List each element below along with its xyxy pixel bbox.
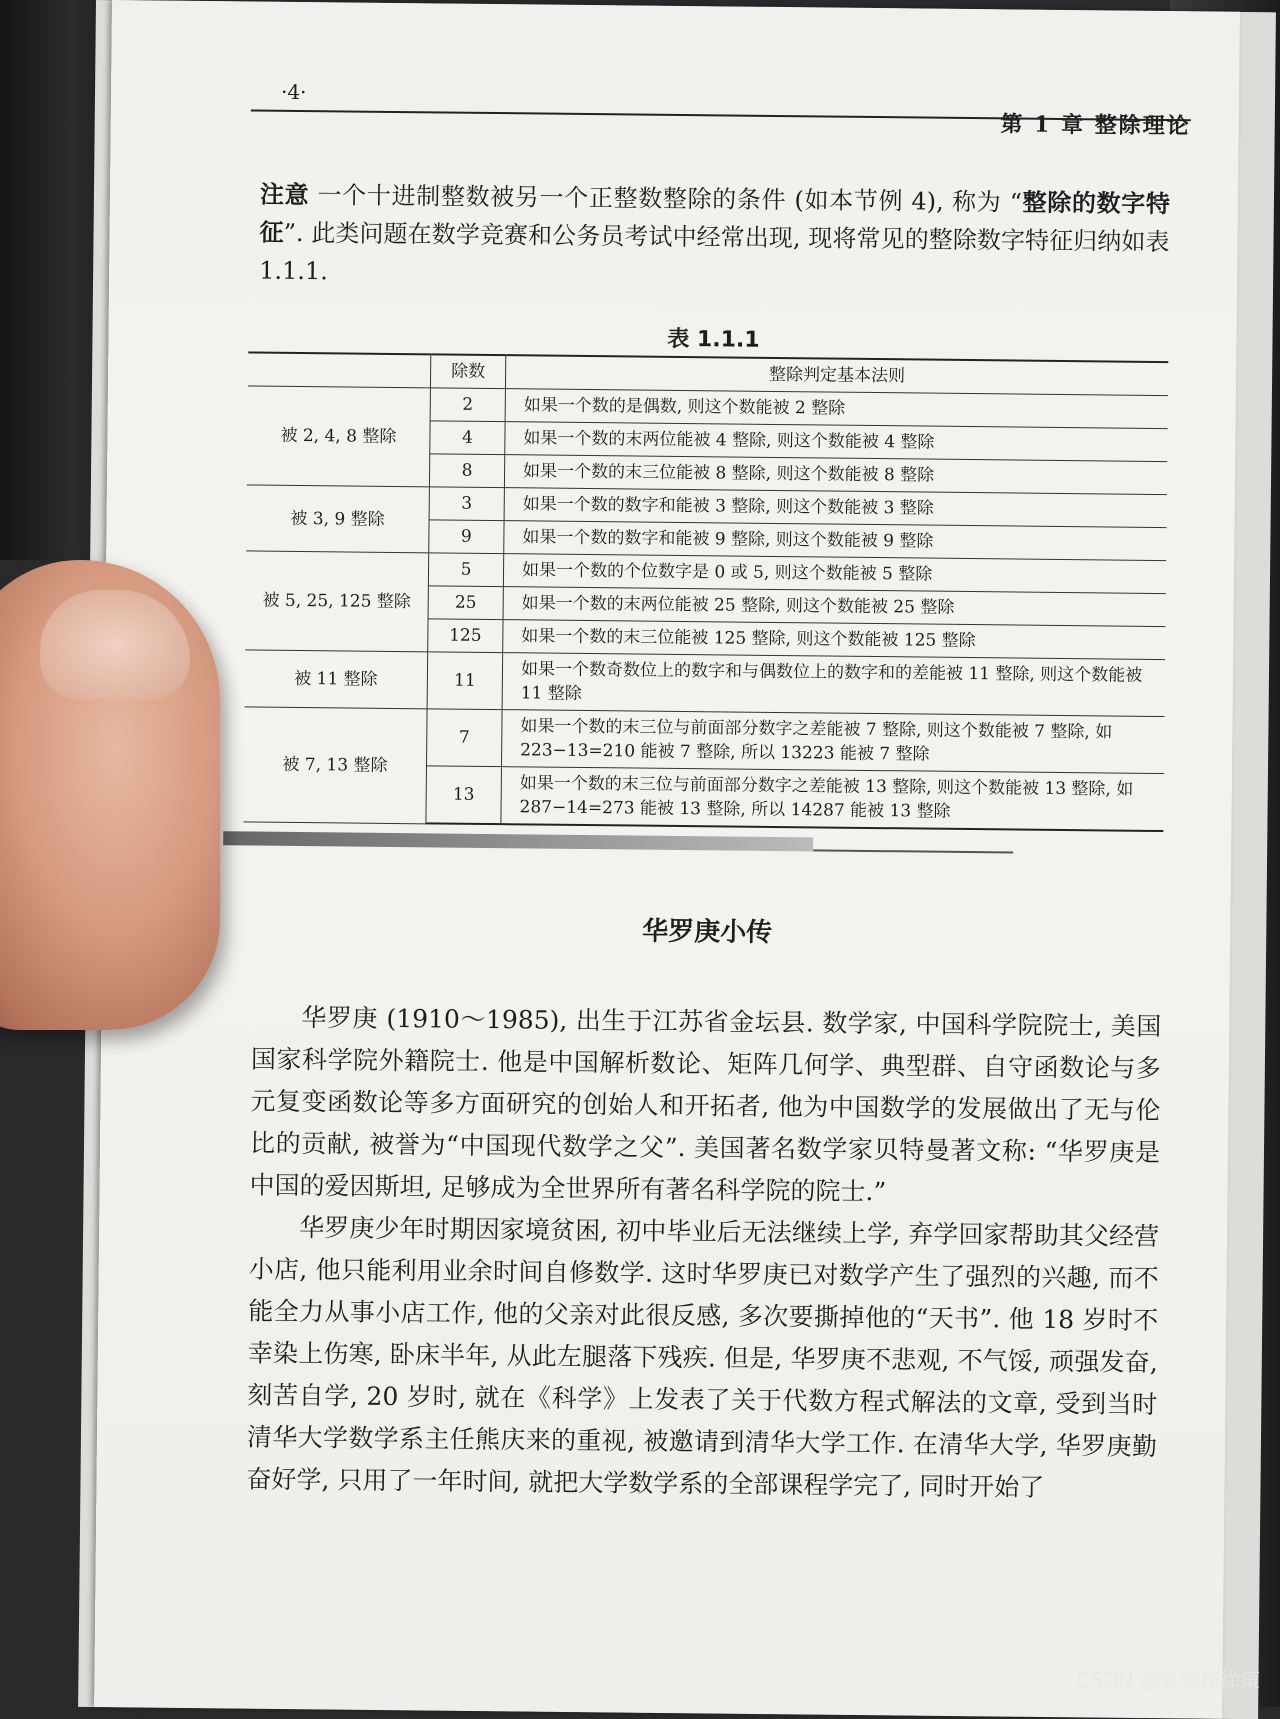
note-text-2: ”. 此类问题在数学竞赛和公务员考试中经常出现, 现将常见的整除数字特征归纳如表 1.1.1. — [259, 218, 1170, 286]
table-category-cell: 被 3, 9 整除 — [246, 485, 429, 553]
chapter-title: 第 1 章 整除理论 — [1000, 111, 1191, 140]
note-bold-term: 整除的数字特征 — [259, 188, 1171, 247]
table-divisor-cell: 2 — [430, 388, 505, 422]
table-category-cell: 被 7, 13 整除 — [243, 707, 427, 823]
table-divisor-cell: 11 — [427, 652, 503, 710]
table-divisor-cell: 5 — [428, 553, 503, 587]
table-divisor-cell: 4 — [430, 421, 505, 455]
table-category-cell: 被 5, 25, 125 整除 — [245, 551, 429, 652]
table-rule-cell: 如果一个数的末两位能被 4 整除, 则这个数能被 4 整除 — [505, 422, 1168, 462]
table-rule-cell: 如果一个数的数字和能被 9 整除, 则这个数能被 9 整除 — [504, 521, 1167, 561]
table-divisor-cell: 13 — [426, 766, 502, 824]
table-divisor-cell: 3 — [429, 487, 504, 521]
table-header-category — [248, 352, 431, 387]
table-divisor-cell: 8 — [429, 454, 504, 488]
book-page — [94, 0, 1240, 1719]
table-divisor-cell: 125 — [428, 619, 503, 653]
table-rule-cell: 如果一个数的是偶数, 则这个数能被 2 整除 — [505, 389, 1168, 429]
table-rule-cell: 如果一个数的末三位与前面部分数字之差能被 7 整除, 则这个数能被 7 整除, 如 223−13=210 能被 7 整除, 所以 13223 能被 7 整除 — [501, 710, 1164, 774]
table-rule-cell: 如果一个数的末三位与前面部分数字之差能被 13 整除, 则这个数能被 13 整除, 如 287−14=273 能被 13 整除, 所以 14287 能被 13 整除 — [501, 767, 1164, 831]
table-rule-cell: 如果一个数奇数位上的数字和与偶数位上的数字和的差能被 11 整除, 则这个数能被 11 整除 — [502, 653, 1165, 717]
page-header — [251, 71, 1192, 141]
table-rule-cell: 如果一个数的数字和能被 3 整除, 则这个数能被 3 整除 — [504, 488, 1167, 528]
bio-paragraph-2: 华罗庚少年时期因家境贫困, 初中毕业后无法继续上学, 弃学回家帮助其父经营小店, 他只能利用业余时间自修数学. 这时华罗庚已对数学产生了强烈的兴趣, 而不能全力从事小店工作, 他的父亲对此很反感, 多次要撕掉他的“天书”. 他 18 岁时不幸染上伤寒, 卧床半年, 从此左腿落下残疾. 但是, 华罗庚不悲观, 不气馁, 顽强发奋, 刻苦自学, 20 岁时, 就在《科学》上发表了关于代数方程式解法的文章, 受到当时清华大学数学系主任熊庆来的重视, 被邀请到清华大学工作. 在清华大学, 华罗庚勤奋好学, 只用了一年时间, 就把大学数学系的全部课程学完了, 同时开始了 — [246, 1213, 1160, 1502]
table-rule-cell: 如果一个数的末两位能被 25 整除, 则这个数能被 25 整除 — [503, 587, 1166, 627]
section-divider-line — [813, 849, 1013, 853]
divisibility-table — [243, 351, 1168, 832]
note-text-1: 一个十进制整数被另一个正整数整除的条件 (如本节例 4), 称为 “ — [309, 181, 1023, 217]
bio-paragraph-1: 华罗庚 (1910～1985), 出生于江苏省金坛县. 数学家, 中国科学院院士, 美国国家科学院外籍院士. 他是中国解析数论、矩阵几何学、典型群、自守函数论与多元复变函数论等多方面研究的创始人和开拓者, 他为中国数学的发展做出了无与伦比的贡献, 被誉为“中国现代数学之父”. 美国著名数学家贝特曼著文称: “华罗庚是中国的爱因斯坦, 足够成为全世界所有著名科学院的院士.” — [249, 1003, 1162, 1207]
table-divisor-cell: 7 — [426, 709, 502, 767]
page-number: ·4· — [280, 79, 307, 105]
table-rule-cell: 如果一个数的末三位能被 125 整除, 则这个数能被 125 整除 — [503, 620, 1166, 660]
table-row — [244, 707, 1165, 774]
note-paragraph — [259, 176, 1170, 300]
section-divider-bar — [223, 831, 813, 851]
table-category-cell: 被 11 整除 — [245, 650, 428, 709]
table-category-cell: 被 2, 4, 8 整除 — [247, 386, 431, 487]
table-row — [245, 650, 1166, 717]
table-divisor-cell: 25 — [428, 586, 503, 620]
table-header-rule: 整除判定基本法则 — [505, 355, 1168, 395]
note-label: 注意 — [259, 180, 310, 210]
table-divisor-cell: 9 — [429, 520, 504, 554]
table-rule-cell: 如果一个数的末三位能被 8 整除, 则这个数能被 8 整除 — [504, 455, 1167, 495]
table-header-divisor: 除数 — [430, 354, 505, 388]
table-title: 表 1.1.1 — [667, 326, 760, 353]
table-rule-cell: 如果一个数的个位数字是 0 或 5, 则这个数能被 5 整除 — [503, 554, 1166, 594]
watermark: CSDN @夏驰和徐策 — [1076, 1668, 1260, 1692]
bio-title: 华罗庚小传 — [642, 916, 773, 948]
